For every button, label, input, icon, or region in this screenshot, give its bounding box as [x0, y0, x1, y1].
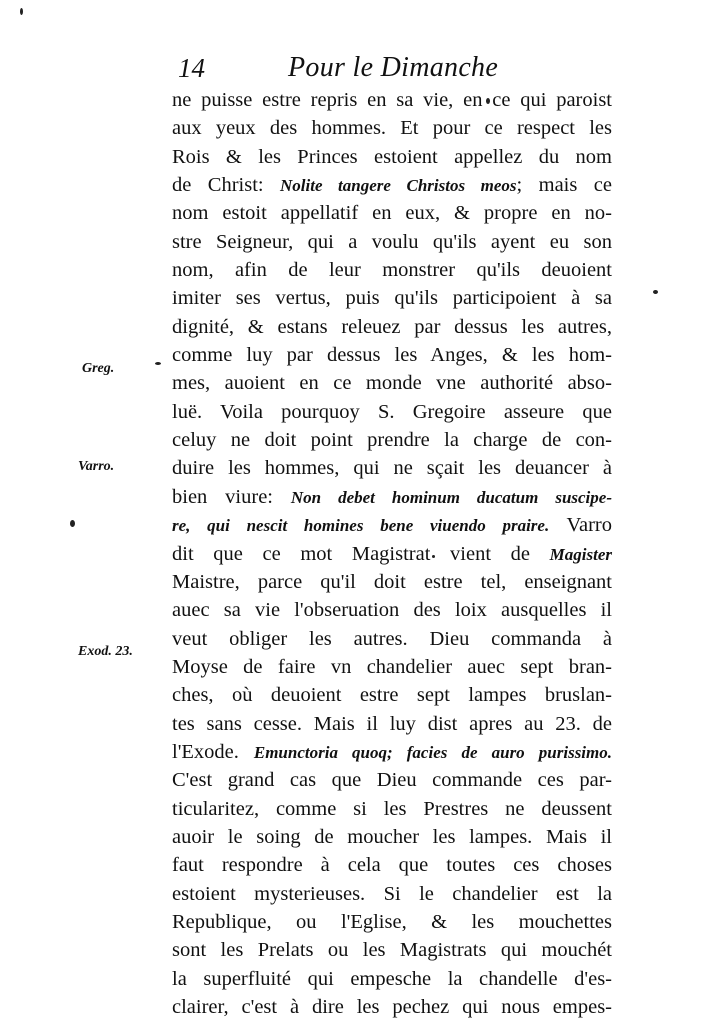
text-line: auoir le soing de moucher les lampes. Mais il	[172, 825, 612, 848]
text-line: nom, afin de leur monstrer qu'ils deuoient	[172, 259, 612, 282]
margin-note-varro: Varro.	[78, 459, 115, 474]
margin-note-greg: Greg.	[82, 361, 115, 376]
text-line: Republique, ou l'Eglise, & les mouchettes	[172, 910, 612, 933]
page-header	[178, 48, 598, 88]
text-line: luë. Voila pourquoy S. Gregoire asseure que	[172, 400, 612, 423]
latin-quote: re, qui nescit homines bene viuendo praire.	[172, 516, 550, 536]
text-line: estoient mysterieuses. Si le chandelier est la	[172, 882, 612, 905]
ink-speck	[155, 362, 161, 365]
text-line: aux yeux des hommes. Et pour ce respect les	[172, 117, 612, 140]
ink-speck	[20, 8, 23, 15]
text-line: ticularitez, comme si les Prestres ne deussent	[172, 797, 612, 820]
text-line: dignité, & estans releuez par dessus les autres,	[172, 315, 612, 338]
text-line: faut respondre à cela que toutes ces choses	[172, 854, 612, 877]
text-line: stre Seigneur, qui a voulu qu'ils ayent eu son	[172, 230, 612, 253]
running-head: Pour le Dimanche	[288, 52, 499, 83]
text-line: ches, où deuoient estre sept lampes bruslan-	[172, 684, 612, 707]
text-line: tes sans cesse. Mais il luy dist apres au 23. de	[172, 712, 612, 735]
text-line: Moyse de faire vn chandelier auec sept bran-	[172, 655, 612, 678]
text-line: sont les Prelats ou les Magistrats qui mouchét	[172, 939, 612, 962]
text-line: duire les hommes, qui ne sçait les deuancer à	[172, 457, 612, 480]
ink-speck	[70, 520, 75, 527]
text-line: l'Exode. Emunctoria quoq; facies de auro purissimo.	[172, 740, 613, 763]
body-text	[172, 86, 612, 1021]
text-line: nom estoit appellatif en eux, & propre en no-	[172, 202, 612, 225]
text-line: dit que ce mot Magistrat vient de Magister	[172, 542, 612, 565]
latin-quote: Emunctoria quoq; facies de auro purissimo.	[253, 742, 613, 762]
text-line: C'est grand cas que Dieu commande ces par-	[172, 769, 612, 792]
page-number: 14	[178, 53, 205, 83]
text-line: celuy ne doit point prendre la charge de con-	[172, 429, 612, 452]
text-line: Rois & les Princes estoient appellez du nom	[172, 145, 612, 168]
margin-note-exod: Exod. 23.	[78, 644, 133, 659]
text-line: bien viure: Non debet hominum ducatum suscipe-	[172, 485, 612, 508]
text-line: de Christ: Nolite tangere Christos meos; mais ce	[172, 174, 612, 197]
text-line: mes, auoient en ce monde vne authorité abso-	[172, 372, 612, 395]
text-line: veut obliger les autres. Dieu commanda à	[172, 627, 612, 650]
text-line: auec sa vie l'obseruation des loix ausquelles il	[172, 599, 612, 622]
text-line: re, qui nescit homines bene viuendo praire. Varro	[172, 514, 613, 537]
latin-quote: Nolite tangere Christos meos	[280, 176, 517, 196]
latin-word: Magister	[549, 544, 612, 564]
text-line: Maistre, parce qu'il doit estre tel, enseignant	[172, 570, 612, 593]
text-line: la superfluité qui empesche la chandelle d'es-	[172, 967, 612, 990]
text-line: clairer, c'est à dire les pechez qui nous empes-	[172, 996, 612, 1018]
latin-quote: Non debet hominum ducatum suscipe-	[290, 487, 612, 507]
text-line: comme luy par dessus les Anges, & les hom-	[172, 344, 612, 367]
ink-speck	[653, 290, 658, 294]
text-line: imiter ses vertus, puis qu'ils participoient à sa	[172, 287, 612, 310]
text-line: ne puisse estre repris en sa vie, en ce qui paroist	[172, 89, 612, 111]
